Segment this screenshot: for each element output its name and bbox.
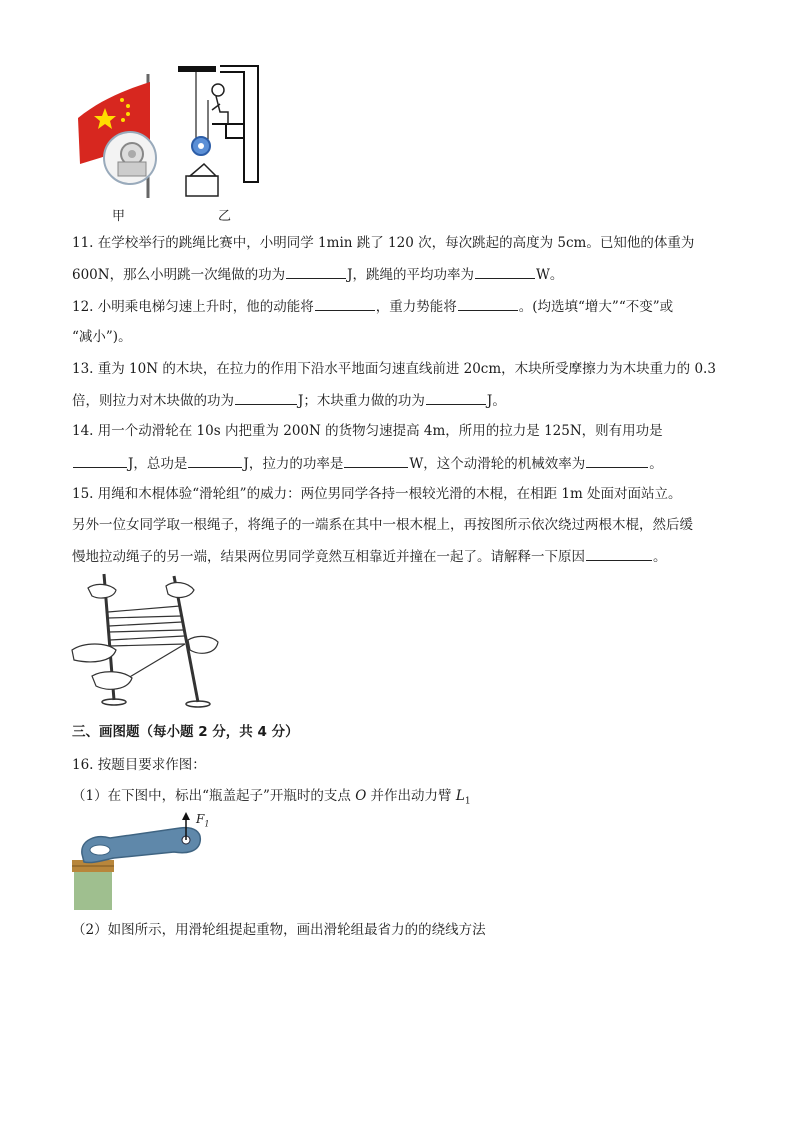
q13-line2: 倍，则拉力对木块做的功为 J；木块重力做的功为 J。	[72, 390, 506, 411]
person-figure	[212, 84, 224, 96]
q14-line2: J，总功是 J，拉力的功率是 W，这个动滑轮的机械效率为 。	[72, 453, 663, 474]
answer-blank[interactable]	[286, 264, 346, 279]
force-label: $F_1$	[196, 812, 210, 829]
q11-line2: 600N，那么小明跳一次绳做的功为 J，跳绳的平均功率为 W。	[72, 264, 563, 285]
answer-blank[interactable]	[344, 453, 408, 468]
q15-line3: 慢地拉动绳子的另一端，结果两位男同学竟然互相靠近并撞在一起了。请解释一下原因 。	[72, 546, 667, 567]
q16-part2: （2）如图所示，用滑轮组提起重物，画出滑轮组最省力的的绕线方法	[72, 922, 486, 938]
q15-line1: 15. 用绳和木棍体验“滑轮组”的威力：两位男同学各持一根较光滑的木棍，在相距 1m 处面对面站立。	[72, 486, 682, 502]
answer-blank[interactable]	[426, 390, 486, 405]
bottle-neck	[74, 870, 112, 910]
answer-blank[interactable]	[188, 453, 242, 468]
hands	[72, 583, 218, 690]
q12-line2: “减小”)。	[72, 329, 132, 345]
answer-blank[interactable]	[475, 264, 535, 279]
figure-label-jia: 甲	[112, 209, 126, 224]
q12-line1: 12. 小明乘电梯匀速上升时，他的动能将 ，重力势能将 。(均选填“增大”“不变”或	[72, 296, 673, 317]
q11-line1: 11. 在学校举行的跳绳比赛中，小明同学 1min 跳了 120 次，每次跳起的高度为 5cm。已知他的体重为	[72, 235, 695, 251]
answer-blank[interactable]	[586, 546, 652, 561]
ceiling-bar	[178, 66, 216, 72]
rope	[108, 606, 185, 678]
answer-blank[interactable]	[586, 453, 648, 468]
figure-label-yi: 乙	[218, 209, 232, 224]
q13-line1: 13. 重为 10N 的木块，在拉力的作用下沿水平地面匀速直线前进 20cm，木块所受摩擦力为木块重力的 0.3	[72, 361, 716, 377]
q16-part1: （1）在下图中，标出“瓶盖起子”开瓶时的支点 O 并作出动力臂 $L_1$	[72, 788, 471, 807]
q16-intro: 16. 按题目要求作图：	[72, 757, 206, 773]
q14-line1: 14. 用一个动滑轮在 10s 内把重为 200N 的货物匀速提高 4m，所用的拉力是 125N，则有用功是	[72, 423, 663, 439]
answer-blank[interactable]	[73, 453, 127, 468]
answer-blank[interactable]	[315, 296, 375, 311]
answer-blank[interactable]	[458, 296, 518, 311]
figure-flag-and-pulley	[70, 60, 270, 200]
section3-heading: 三、画图题（每小题 2 分，共 4 分）	[72, 724, 299, 740]
q15-line2: 另外一位女同学取一根绳子，将绳子的一端系在其中一根木棍上，再按图所示依次绕过两根木棍，然后缓	[72, 517, 693, 533]
figure-sticks-and-rope	[70, 570, 220, 715]
answer-blank[interactable]	[235, 390, 297, 405]
figure-bottle-opener	[70, 810, 210, 910]
load-box	[190, 164, 216, 176]
